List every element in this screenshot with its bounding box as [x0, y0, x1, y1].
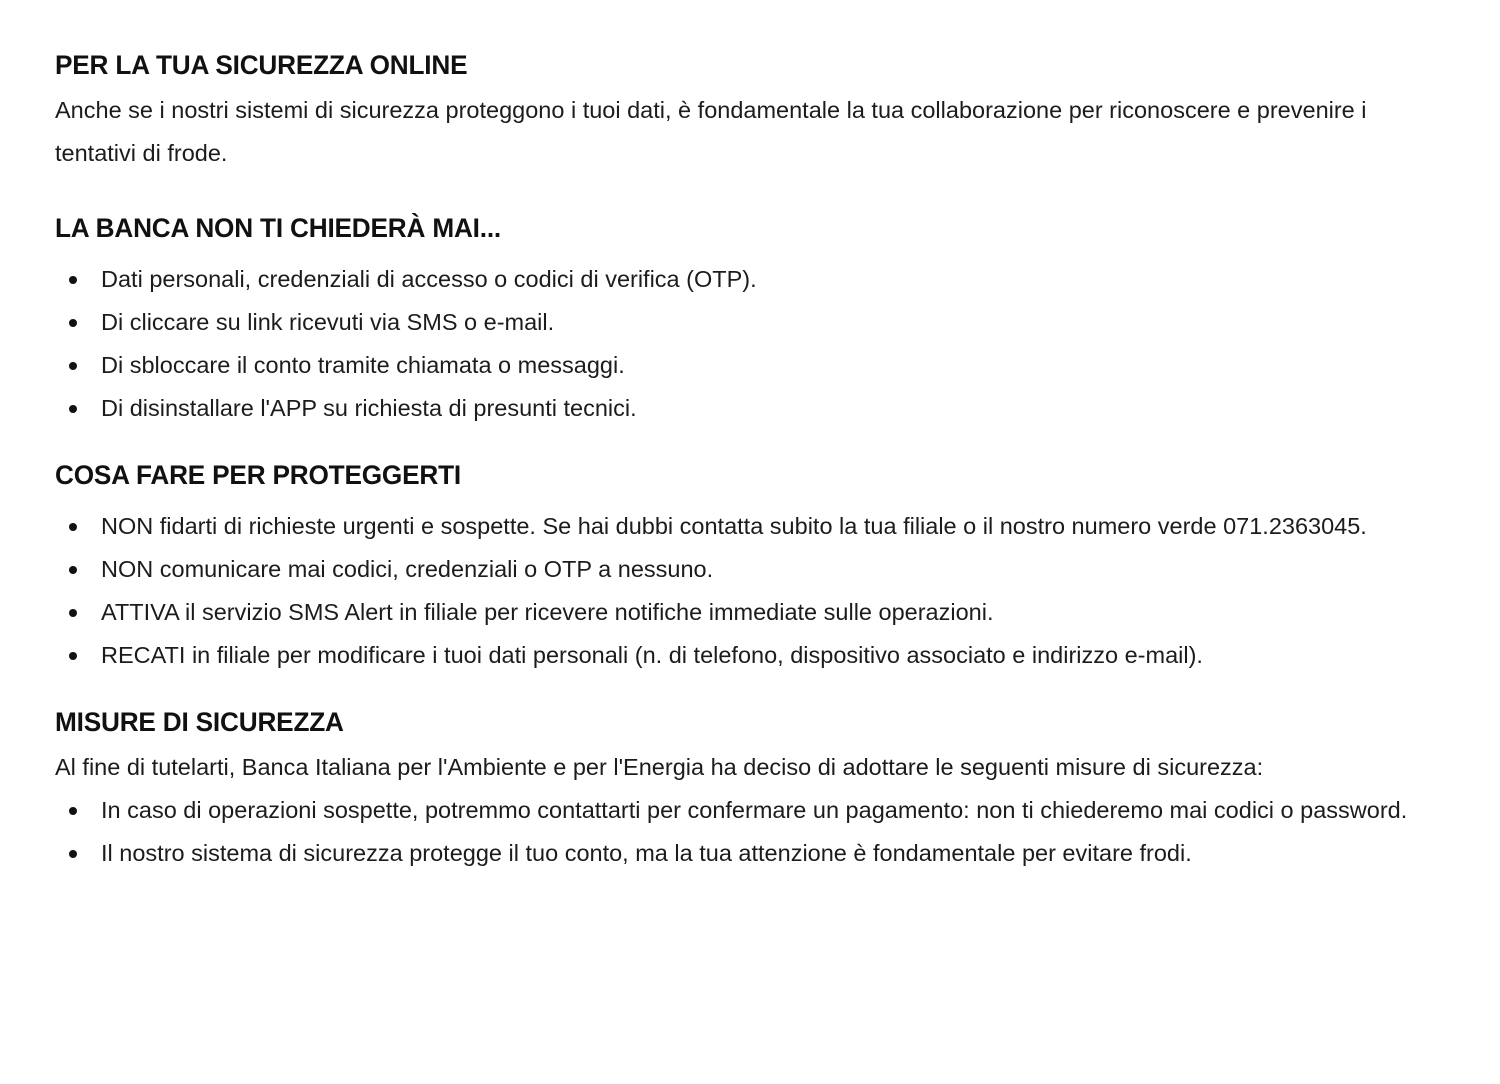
list-item-label: Il nostro sistema di sicurezza protegge il tuo conto, ma la tua attenzione è fondamentale per evitare frodi. — [101, 840, 1192, 867]
bullet-dot-icon — [69, 523, 77, 531]
section-heading: COSA FARE PER PROTEGGERTI — [55, 460, 462, 491]
section-heading: LA BANCA NON TI CHIEDERÀ MAI... — [55, 213, 502, 244]
bullet-dot-icon — [69, 362, 77, 370]
section-heading: MISURE DI SICUREZZA — [55, 707, 344, 738]
bullet-dot-icon — [69, 405, 77, 413]
list-item — [55, 789, 1431, 832]
list-item — [55, 387, 1431, 430]
list-item-label: Dati personali, credenziali di accesso o codici di verifica (OTP). — [101, 266, 757, 293]
bullet-list — [55, 789, 1440, 875]
spacer — [55, 81, 1440, 89]
list-item — [55, 258, 1431, 301]
section-misure-di-sicurezza — [55, 707, 1440, 875]
list-item-label: RECATI in filiale per modificare i tuoi dati personali (n. di telefono, dispositivo associato e indirizzo e-mail). — [101, 642, 1203, 669]
section-cosa-fare — [55, 460, 1440, 677]
list-item — [55, 548, 1431, 591]
bullet-dot-icon — [69, 276, 77, 284]
bullet-list — [55, 258, 1440, 430]
list-item — [55, 832, 1431, 875]
list-item-label: NON fidarti di richieste urgenti e sospette. Se hai dubbi contatta subito la tua filiale o il nostro numero verde 071.2363045. — [101, 513, 1367, 540]
section-paragraph: Anche se i nostri sistemi di sicurezza proteggono i tuoi dati, è fondamentale la tua collaborazione per riconoscere e prevenire i tentativi di frode. — [55, 97, 1367, 167]
spacer — [55, 175, 1440, 213]
bullet-dot-icon — [69, 652, 77, 660]
list-item — [55, 634, 1431, 677]
bullet-dot-icon — [69, 609, 77, 617]
spacer — [55, 677, 1440, 707]
section-sicurezza-online — [55, 50, 1440, 175]
list-item-label: In caso di operazioni sospette, potremmo contattarti per confermare un pagamento: non ti chiederemo mai codici o password. — [101, 797, 1408, 824]
spacer — [55, 491, 1440, 505]
list-item-label: Di cliccare su link ricevuti via SMS o e-mail. — [101, 309, 555, 336]
list-item — [55, 301, 1431, 344]
list-item — [55, 344, 1431, 387]
list-item-label: Di disinstallare l'APP su richiesta di presunti tecnici. — [101, 395, 637, 422]
bullet-dot-icon — [69, 807, 77, 815]
bullet-dot-icon — [69, 566, 77, 574]
spacer — [55, 430, 1440, 460]
bullet-list — [55, 505, 1440, 677]
spacer — [55, 244, 1440, 258]
list-item — [55, 591, 1431, 634]
section-paragraph: Al fine di tutelarti, Banca Italiana per l'Ambiente e per l'Energia ha deciso di adottare le seguenti misure di sicurezza: — [55, 754, 1264, 781]
list-item-label: Di sbloccare il conto tramite chiamata o messaggi. — [101, 352, 625, 379]
section-heading: PER LA TUA SICUREZZA ONLINE — [55, 50, 468, 80]
list-item-label: ATTIVA il servizio SMS Alert in filiale per ricevere notifiche immediate sulle operazioni. — [101, 599, 994, 626]
list-item — [55, 505, 1431, 548]
bullet-dot-icon — [69, 319, 77, 327]
list-item-label: NON comunicare mai codici, credenziali o OTP a nessuno. — [101, 556, 714, 583]
bullet-dot-icon — [69, 850, 77, 858]
section-banca-non-chiedera — [55, 213, 1440, 430]
spacer — [55, 738, 1440, 746]
